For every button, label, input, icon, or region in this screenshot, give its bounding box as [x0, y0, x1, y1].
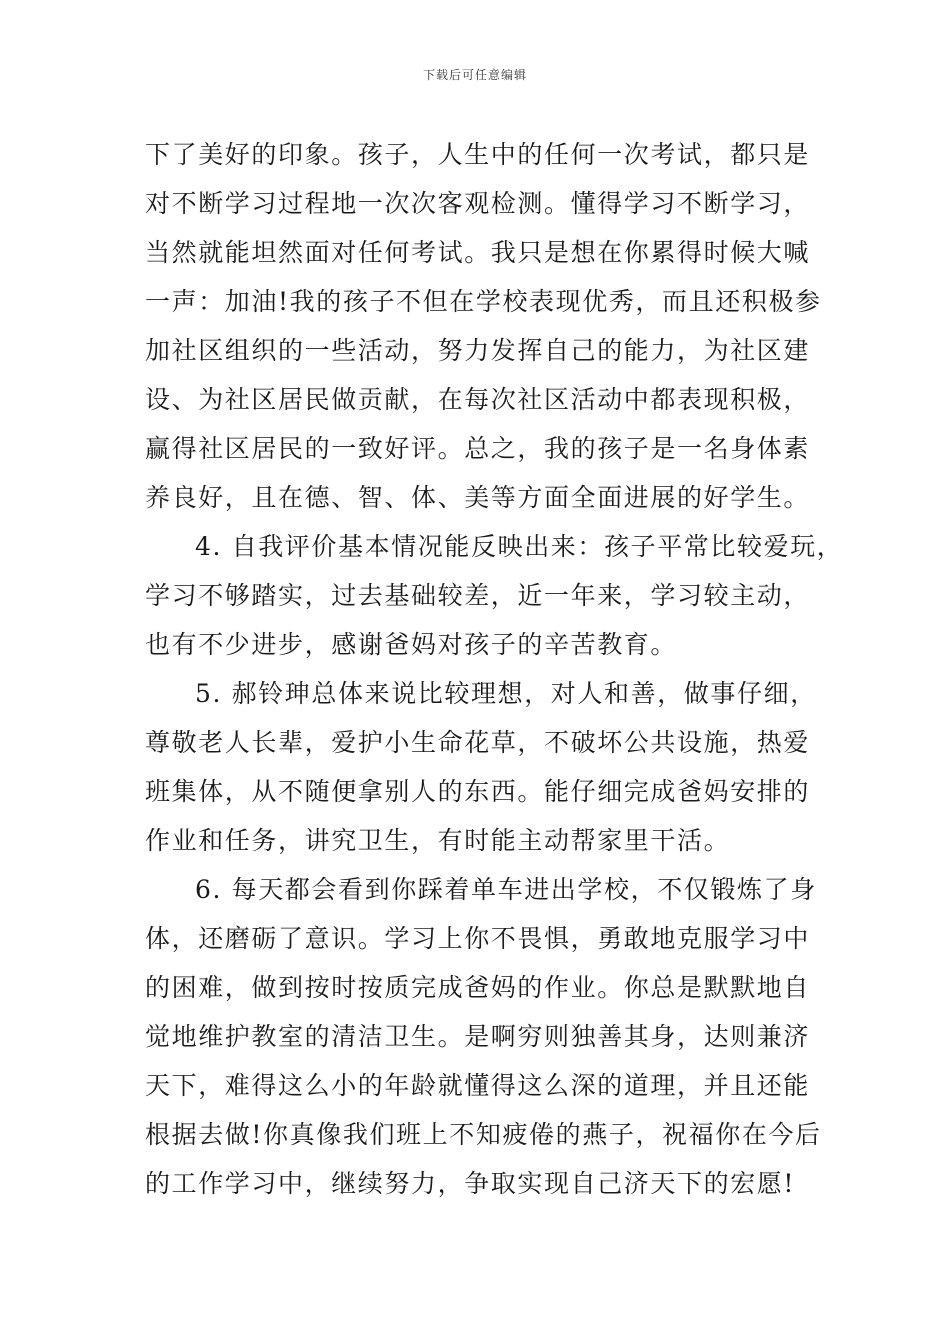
text-line: 根据去做!你真像我们班上不知疲倦的燕子，祝福你在今后: [145, 1120, 822, 1149]
text-line: 也有不少进步，感谢爸妈对孩子的辛苦教育。: [145, 630, 678, 659]
text-line: 学习不够踏实，过去基础较差，近一年来，学习较主动，: [145, 581, 811, 610]
text-line: 的困难，做到按时按质完成爸妈的作业。你总是默默地自: [145, 973, 811, 1002]
text-line: 体，还磨砺了意识。学习上你不畏惧，勇敢地克服学习中: [145, 924, 811, 953]
text-line: 班集体，从不随便拿别人的东西。能仔细完成爸妈安排的: [145, 777, 811, 806]
text-line: 一声：加油!我的孩子不但在学校表现优秀，而且还积极参: [145, 287, 822, 316]
page-header: 下载后可任意编辑: [422, 68, 527, 82]
text-line: 养良好，且在德、智、体、美等方面全面进展的好学生。: [145, 483, 811, 512]
text-line: 加社区组织的一些活动，努力发挥自己的能力，为社区建: [145, 336, 811, 365]
text-line: 对不断学习过程地一次次客观检测。懂得学习不断学习，: [145, 189, 811, 218]
text-line: 赢得社区居民的一致好评。总之，我的孩子是一名身体素: [145, 434, 811, 463]
text-line: 作业和任务，讲究卫生，有时能主动帮家里干活。: [145, 826, 731, 855]
text-line: 5. 郝铃珅总体来说比较理想，对人和善，做事仔细，: [195, 679, 817, 708]
text-line: 4. 自我评价基本情况能反映出来：孩子平常比较爱玩，: [195, 532, 844, 561]
text-line: 尊敬老人长辈，爱护小生命花草，不破坏公共设施，热爱: [145, 728, 811, 757]
text-line: 设、为社区居民做贡献，在每次社区活动中都表现积极，: [145, 385, 811, 414]
text-line: 的工作学习中，继续努力，争取实现自己济天下的宏愿!: [145, 1169, 796, 1198]
text-line: 下了美好的印象。孩子，人生中的任何一次考试，都只是: [145, 140, 811, 169]
text-line: 6. 每天都会看到你踩着单车进出学校，不仅锻炼了身: [195, 875, 817, 904]
text-line: 天下，难得这么小的年龄就懂得这么深的道理，并且还能: [145, 1071, 811, 1100]
document-body: [145, 130, 844, 1208]
text-line: 觉地维护教室的清洁卫生。是啊穷则独善其身，达则兼济: [145, 1022, 811, 1051]
text-line: 当然就能坦然面对任何考试。我只是想在你累得时候大喊: [145, 238, 811, 267]
